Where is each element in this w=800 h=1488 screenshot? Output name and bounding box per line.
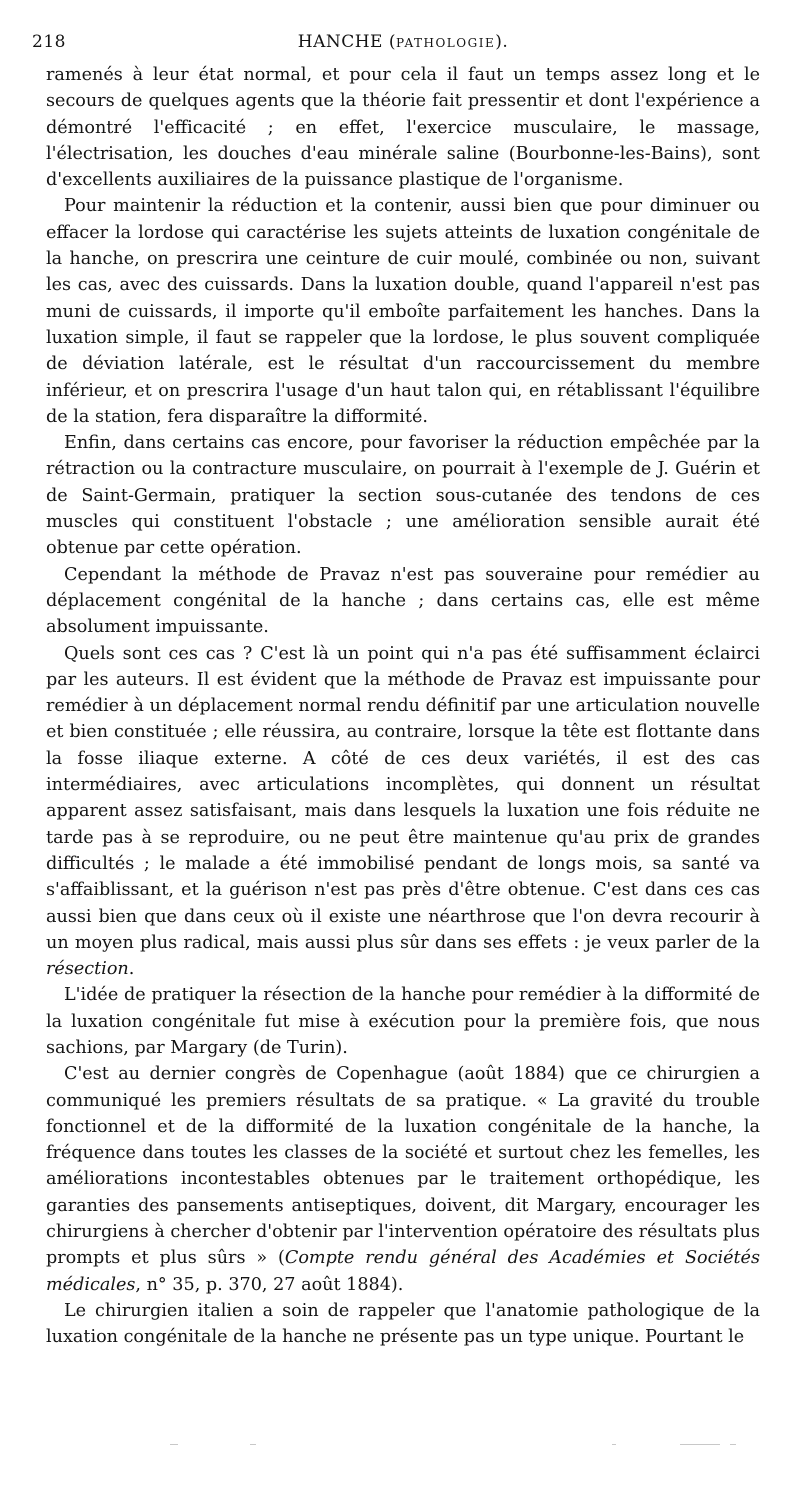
paragraph-text: Quels sont ces cas ? C'est là un point qui n'a pas été suffisamment éclairci par les auteurs. Il est évident que la méthode de Pravaz est impuissante pour remédier à un déplacement normal rendu définitif par une articulation nouvelle et bien constituée ; elle réussira, au contraire, lorsque la tête est flottante dans la fosse iliaque externe. A côté de ces deux variétés, il est des cas intermédiaires, avec articulations incomplètes, qui donnent un résultat apparent assez satisfaisant, mais dans lesquels la luxation une fois réduite ne tarde pas à se reproduire, ou ne peut être maintenue qu'au prix de grandes difficultés ; le malade a été immobilisé pendant de longs mois, sa santé va s'affaiblissant, et la guérison n'est pas près d'être obtenue. C'est dans ces cas aussi bien que dans ceux où il existe une néarthrose que l'on devra recourir à un moyen plus radical, mais aussi plus sûr dans ses effets : je veux parler de la xyxy=(46,643,760,953)
scan-mark xyxy=(250,1444,256,1445)
paragraph: ramenés à leur état normal, et pour cela il faut un temps assez long et le secours de quelques agents que la théorie fait pressentir et dont l'expérience a démontré l'efficacité ; en effet, l'exercice musculaire, le massage, l'électrisation, les douches d'eau minérale saline (Bourbonne-les-Bains), sont d'excellents auxiliaires de la puissance plastique de l'organisme. xyxy=(46,65,760,191)
scan-mark xyxy=(612,1444,616,1445)
body-text xyxy=(46,62,760,1351)
paragraph: Cependant la méthode de Pravaz n'est pas souveraine pour remédier au déplacement congénital de la hanche ; dans certains cas, elle est même absolument impuissante. xyxy=(46,564,760,638)
scan-mark xyxy=(730,1444,736,1445)
running-head-title: HANCHE ( xyxy=(297,32,397,52)
italic-term: résection xyxy=(46,959,129,980)
paragraph: L'idée de pratiquer la résection de la hanche pour remédier à la difformité de la luxation congénitale fut mise à exécution pour la première fois, que nous sachions, par Margary (de Turin). xyxy=(46,985,760,1058)
running-head-end: ). xyxy=(495,32,509,52)
paragraph: Pour maintenir la réduction et la contenir, aussi bien que pour diminuer ou effacer la lordose qui caractérise les sujets atteints de luxation congénitale de la hanche, on prescrira une ceinture de cuir moulé, combinée ou non, suivant les cas, avec des cuissards. Dans la luxation double, quand l'appareil n'est pas muni de cuissards, il importe qu'il emboîte parfaitement les hanches. Dans la luxation simple, il faut se rappeler que la lordose, le plus souvent compliquée de déviation latérale, est le résultat d'un raccourcissement du membre inférieur, et on prescrira l'usage d'un haut talon qui, en rétablissant l'équilibre de la station, fera disparaître la difformité. xyxy=(46,196,760,427)
page-number: 218 xyxy=(32,32,66,52)
scan-mark xyxy=(680,1444,720,1445)
paragraph-text: C'est au dernier congrès de Copenhague (août 1884) que ce chirurgien a communiqué les premiers résultats de sa pratique. « La gravité du trouble fonctionnel et de la difformité de la luxation congénitale de la hanche, la fréquence dans toutes les classes de la société et surtout chez les femelles, les améliorations incontestables obtenues par le traitement orthopédique, les garanties des pansements antiseptiques, doivent, dit Margary, encourager les chirurgiens à chercher d'obtenir par l'intervention opératoire des résultats plus prompts et plus sûrs » ( xyxy=(46,1064,760,1269)
paragraph-text: . xyxy=(128,959,135,980)
paragraph: Le chirurgien italien a soin de rappeler que l'anatomie pathologique de la luxation congénitale de la hanche ne présente pas un type unique. Pourtant le xyxy=(46,1300,760,1348)
citation-title: Compte rendu général des Académies et Sociétés médicales xyxy=(46,1248,760,1295)
document-page xyxy=(32,28,760,1351)
footer-scan-marks xyxy=(170,1444,770,1448)
running-head xyxy=(46,32,760,52)
page-header xyxy=(32,28,760,58)
scan-mark xyxy=(170,1444,178,1445)
paragraph xyxy=(46,1061,760,1298)
paragraph-text: , n° 35, p. 370, 27 août 1884). xyxy=(135,1274,404,1295)
paragraph: Enfin, dans certains cas encore, pour favoriser la réduction empêchée par la rétraction ou la contracture musculaire, on pourrait à l'exemple de J. Guérin et de Saint-Germain, pratiquer la section sous-cutanée des tendons de ces muscles qui constituent l'obstacle ; une amélioration sensible aurait été obtenue par cette opération. xyxy=(46,433,760,559)
paragraph xyxy=(46,641,760,983)
running-head-subtitle: PATHOLOGIE xyxy=(396,36,496,50)
